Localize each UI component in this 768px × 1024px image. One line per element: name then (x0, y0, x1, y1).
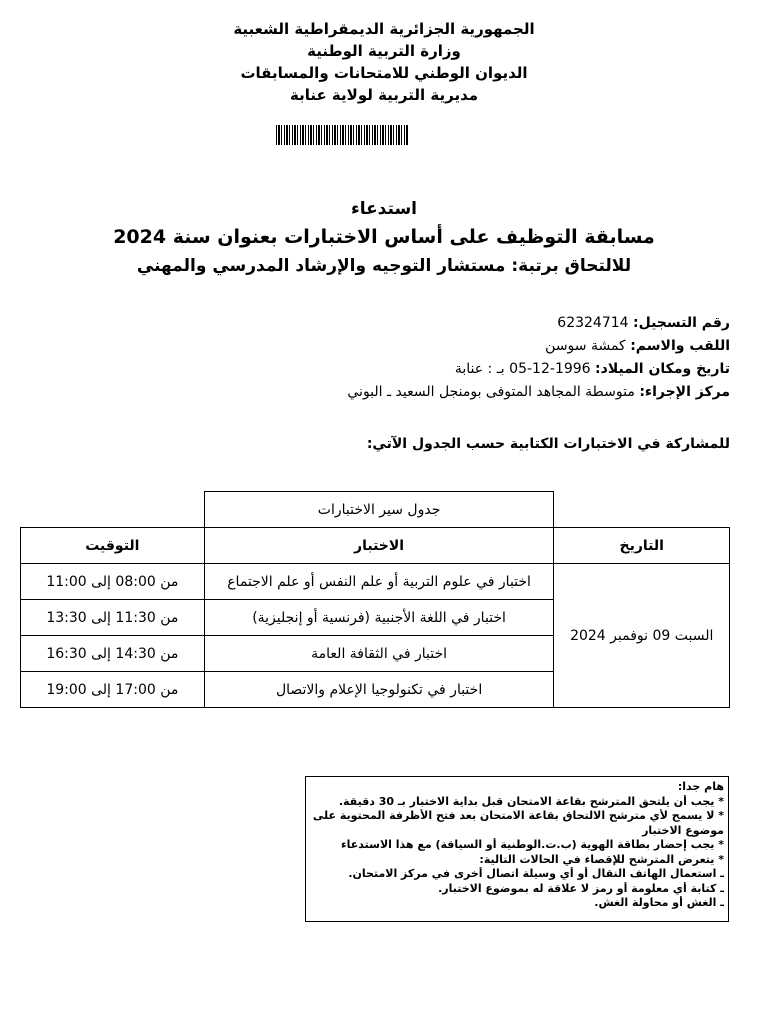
rank-title: للالتحاق برتبة: مستشار التوجيه والإرشاد المدرسي والمهني (136, 256, 632, 276)
column-header-time: التوقيت (21, 528, 205, 564)
office-name: الديوان الوطني للامتحانات والمسابقات (240, 64, 528, 82)
center-label: مركز الإجراء: (639, 384, 730, 400)
note-line: ـ استعمال الهاتف النقال أو أي وسيلة اتصال أخرى في مركز الامتحان. (348, 867, 724, 880)
blank-cell (554, 492, 730, 528)
note-line: * يجب أن يلتحق المترشح بقاعة الامتحان قبل بداية الاختبار بـ 30 دقيقة. (338, 794, 724, 808)
important-notes-box (305, 776, 729, 922)
name-label: اللقب والاسم: (630, 338, 730, 354)
competition-title: مسابقة التوظيف على أساس الاختبارات بعنوان سنة 2024 (113, 226, 655, 248)
registration-row (210, 312, 730, 335)
blank-cell (21, 492, 205, 528)
candidate-name: كمشة سوسن (545, 338, 626, 354)
note-line: ـ الغش أو محاولة الغش. (594, 896, 724, 909)
test-name: اختبار في الثقافة العامة (204, 636, 554, 672)
registration-label: رقم التسجيل: (633, 315, 730, 331)
birth-info: 1996-12-05 بـ : عنابة (454, 361, 591, 377)
note-line: ـ كتابة أي معلومة أو رمز لا علاقة له بموضوع الاختبار. (438, 881, 724, 895)
candidate-info (210, 312, 730, 404)
exam-center: متوسطة المجاهد المتوفى بومنجل السعيد ـ البوني (347, 384, 635, 400)
test-time: من 11:30 إلى 13:30 (21, 600, 205, 636)
exam-date: السبت 09 نوفمبر 2024 (554, 564, 730, 708)
note-line: * لا يسمح لأي مترشح الالتحاق بقاعة الامتحان بعد فتح الأظرفة المحتوية على (312, 809, 724, 822)
document-header (0, 18, 768, 106)
note-line: موضوع الاختبار (642, 823, 724, 837)
registration-number: 62324714 (557, 315, 629, 331)
republic-name: الجمهورية الجزائرية الديمقراطية الشعبية (233, 20, 535, 38)
test-name: اختبار في اللغة الأجنبية (فرنسية أو إنجليزية) (204, 600, 554, 636)
directorate-name: مديرية التربية لولاية عنابة (289, 86, 479, 104)
document-titles (0, 196, 768, 280)
table-caption-row (21, 492, 730, 528)
test-name: اختبار في تكنولوجيا الإعلام والاتصال (204, 672, 554, 708)
table-header-row (21, 528, 730, 564)
column-header-date: التاريخ (554, 528, 730, 564)
test-time: من 08:00 إلى 11:00 (21, 564, 205, 600)
exam-schedule-table (20, 491, 730, 708)
column-header-test: الاختبار (204, 528, 554, 564)
note-line: * يتعرض المترشح للإقصاء في الحالات التالية: (479, 852, 724, 866)
birth-row (210, 358, 730, 381)
test-time: من 17:00 إلى 19:00 (21, 672, 205, 708)
intro-text: للمشاركة في الاختبارات الكتابية حسب الجدول الآتي: (366, 436, 730, 452)
ministry-name: وزارة التربية الوطنية (307, 42, 461, 60)
test-time: من 14:30 إلى 16:30 (21, 636, 205, 672)
birth-label: تاريخ ومكان الميلاد: (595, 361, 730, 377)
center-row (210, 381, 730, 404)
test-name: اختبار في علوم التربية أو علم النفس أو علم الاجتماع (204, 564, 554, 600)
barcode-image (276, 125, 408, 145)
note-line: * يجب إحضار بطاقة الهوية (ب.ت.الوطنية أو السياقة) مع هذا الاستدعاء (341, 838, 724, 851)
table-row (21, 564, 730, 600)
notes-title: هام جدا: (677, 780, 724, 793)
name-row (210, 335, 730, 358)
document-title: استدعاء (351, 199, 417, 219)
table-caption: جدول سير الاختبارات (204, 492, 554, 528)
